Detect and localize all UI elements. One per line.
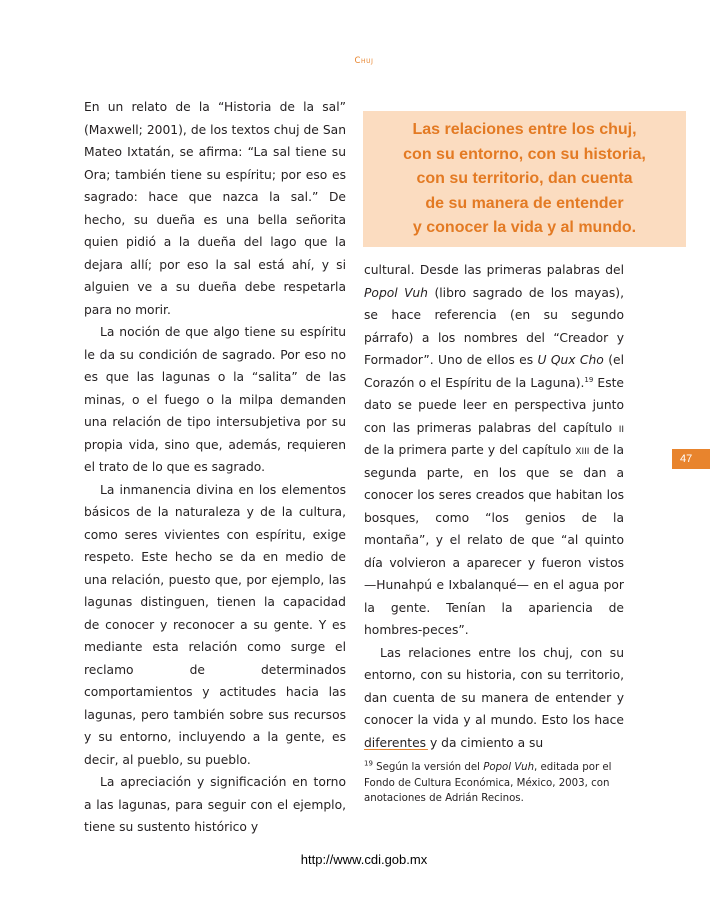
pull-quote-line: con su entorno, con su historia,	[403, 145, 646, 163]
paragraph: Las relaciones entre los chuj, con su entorno, con su historia, con su territorio, dan cuenta de su manera de entender y conocer la vida y al mundo. Esto los hace diferentes y da cimiento a su	[364, 645, 624, 750]
running-header: Chuj	[354, 56, 374, 66]
pull-quote	[363, 118, 686, 241]
footer-url: http://www.cdi.gob.mx	[300, 852, 428, 867]
footnote: $^{19}$ Según la versión del Popol Vuh, editada por el Fondo de Cultura Económica, México, 2003, con anotaciones de Adrián Recinos.	[364, 759, 612, 804]
paragraph: La apreciación y significación en torno a las lagunas, para seguir con el ejemplo, tiene su sustento histórico y	[84, 775, 346, 834]
paragraph: La noción de que algo tiene su espíritu le da su condición de sagrado. Por eso no es que las lagunas o la “salita” de las minas, o el fuego o la milpa demanden una relación de tipo intersubjetiva por su propia vida, sino que, además, requieren el trato de lo que es sagrado.	[84, 325, 346, 474]
pull-quote-line: y conocer la vida y al mundo.	[412, 219, 637, 236]
left-column	[84, 96, 346, 839]
pull-quote-line: de su manera de entender	[425, 194, 624, 212]
pull-quote-line: con su territorio, dan cuenta	[416, 170, 633, 187]
pull-quote-line: Las relaciones entre los chuj,	[412, 121, 637, 138]
paragraph: En un relato de la “Historia de la sal” (Maxwell; 2001), de los textos chuj de San Mateo Ixtatán, se afirma: “La sal tiene su Ora; también tiene su espíritu; por eso es sagrado: hace que nazca la sal.” De hecho, su dueña es una bella señorita quien pidió a la dueña del lago que la dejara allí; por eso la sal está ahí, y si alguien ve a su dueña debe respetarla para no morir.	[84, 100, 346, 317]
paragraph: cultural. Desde las primeras palabras del Popol Vuh (libro sagrado de los mayas), se hace referencia (en su segundo párrafo) a los nombres del “Creador y Formador”. Uno de ellos es U Qux Cho (el Corazón o el Espíritu de la Laguna).$^{19}$ Este dato se puede leer en perspectiva junto con las primeras palabras del capítulo ii de la primera parte y del capítulo xiii de la segunda parte, en los que se dan a conocer los seres creados que habitan los bosques, como “los genios de la montaña”, y el relato de que “al quinto día volvieron a aparecer y fueron vistos —Hunahpú e Ixbalanqué— en el agua por la gente. Tenían la apariencia de hombres-peces”.	[364, 263, 624, 637]
right-column	[364, 259, 624, 754]
paragraph: La inmanencia divina en los elementos básicos de la naturaleza y de la cultura, como seres vivientes con espíritu, exige respeto. Este hecho se da en medio de una relación, puesto que, por ejemplo, las lagunas distinguen, tienen la capacidad de conocer y reconocer a su gente. Y es mediante esta relación como surge el reclamo de determinados comportamientos y actitudes hacia las lagunas, pero también sobre sus recursos y su entorno, incluyendo a la gente, es decir, al pueblo, su pueblo.	[84, 482, 346, 767]
footnote-divider	[364, 749, 428, 750]
page-number: 47	[672, 449, 710, 469]
footnote-reference: 19	[584, 375, 594, 384]
